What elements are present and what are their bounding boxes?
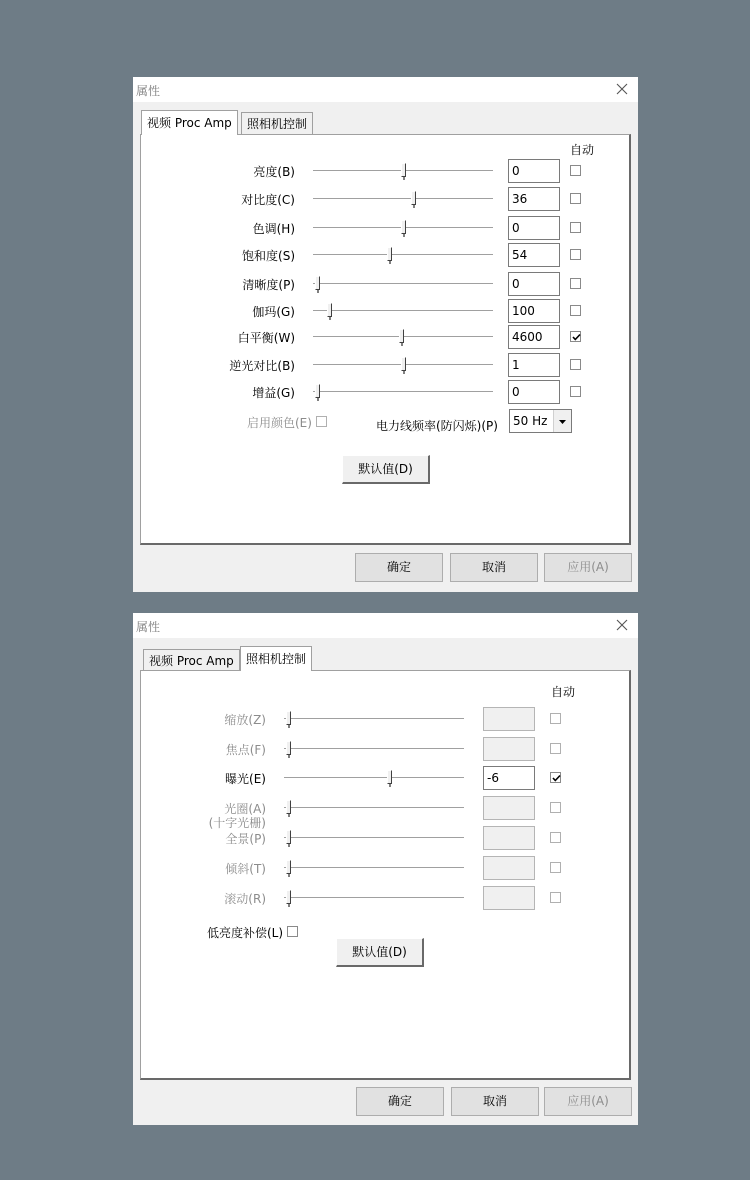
auto-checkbox[interactable] (550, 743, 561, 754)
slider-thumb[interactable] (315, 384, 320, 398)
slider-thumb[interactable] (286, 830, 291, 844)
slider-thumb[interactable] (399, 329, 404, 343)
default-button[interactable]: 默认值(D) (336, 938, 424, 967)
setting-slider[interactable] (313, 382, 493, 404)
setting-label: 缩放(Z) (224, 713, 266, 727)
setting-slider[interactable] (284, 858, 464, 880)
setting-label: 伽玛(G) (252, 305, 295, 319)
slider-track (284, 718, 464, 720)
setting-value-input[interactable] (483, 826, 535, 850)
auto-checkbox[interactable] (550, 802, 561, 813)
enable-color-checkbox[interactable] (316, 416, 327, 427)
slider-track (284, 897, 464, 899)
setting-slider[interactable] (284, 768, 464, 790)
setting-label: 色调(H) (252, 222, 295, 236)
setting-label: 逆光对比(B) (229, 359, 295, 373)
slider-thumb[interactable] (401, 163, 406, 177)
setting-value-input[interactable]: 0 (508, 216, 560, 240)
auto-checkbox[interactable] (570, 331, 581, 342)
auto-checkbox[interactable] (570, 305, 581, 316)
slider-track (313, 283, 493, 285)
setting-slider[interactable] (313, 161, 493, 183)
slider-thumb[interactable] (401, 357, 406, 371)
setting-value-input[interactable]: 4600 (508, 325, 560, 349)
setting-slider[interactable] (284, 798, 464, 820)
tab-panel (140, 670, 631, 1080)
slider-thumb[interactable] (286, 890, 291, 904)
auto-checkbox[interactable] (550, 892, 561, 903)
setting-label: 曝光(E) (225, 772, 266, 786)
setting-value-input[interactable]: 100 (508, 299, 560, 323)
auto-checkbox[interactable] (550, 772, 561, 783)
setting-value-input[interactable] (483, 737, 535, 761)
setting-value-input[interactable] (483, 707, 535, 731)
slider-track (284, 867, 464, 869)
tab-camera-control[interactable]: 照相机控制 (241, 112, 313, 134)
apply-button[interactable]: 应用(A) (544, 1087, 632, 1116)
tab-panel (140, 134, 631, 545)
slider-thumb[interactable] (401, 220, 406, 234)
title-bar (133, 77, 638, 102)
setting-slider[interactable] (313, 218, 493, 240)
chevron-down-icon[interactable] (553, 410, 571, 432)
apply-button[interactable]: 应用(A) (544, 553, 632, 582)
ok-button[interactable]: 确定 (355, 553, 443, 582)
setting-value-input[interactable]: 0 (508, 272, 560, 296)
slider-thumb[interactable] (387, 770, 392, 784)
properties-dialog-proc-amp (133, 77, 638, 592)
auto-checkbox[interactable] (570, 222, 581, 233)
setting-value-input[interactable]: 0 (508, 380, 560, 404)
slider-track (284, 807, 464, 809)
setting-label: 清晰度(P) (242, 278, 295, 292)
slider-thumb[interactable] (286, 741, 291, 755)
setting-label: 对比度(C) (241, 193, 295, 207)
slider-track (284, 837, 464, 839)
dialog-title: 属性 (136, 84, 161, 98)
auto-column-header: 自动 (570, 143, 595, 157)
slider-thumb[interactable] (387, 247, 392, 261)
auto-column-header: 自动 (551, 685, 576, 699)
setting-label: 饱和度(S) (242, 249, 295, 263)
auto-checkbox[interactable] (570, 165, 581, 176)
slider-track (313, 254, 493, 256)
low-light-compensation-label: 低亮度补偿(L) (207, 926, 284, 940)
default-button[interactable]: 默认值(D) (342, 455, 430, 484)
auto-checkbox[interactable] (550, 832, 561, 843)
setting-label: 焦点(F) (225, 743, 266, 757)
slider-thumb[interactable] (411, 191, 416, 205)
auto-checkbox[interactable] (570, 359, 581, 370)
setting-slider[interactable] (313, 301, 493, 323)
setting-value-input[interactable]: -6 (483, 766, 535, 790)
close-icon[interactable] (612, 616, 632, 634)
slider-track (284, 748, 464, 750)
auto-checkbox[interactable] (570, 193, 581, 204)
setting-label: 白平衡(W) (237, 331, 295, 345)
setting-slider[interactable] (313, 189, 493, 211)
slider-track (313, 391, 493, 393)
cancel-button[interactable]: 取消 (451, 1087, 539, 1116)
setting-slider[interactable] (313, 355, 493, 377)
setting-label: 倾斜(T) (225, 862, 266, 876)
dialog-title: 属性 (136, 620, 161, 634)
setting-value-input[interactable]: 0 (508, 159, 560, 183)
ok-button[interactable]: 确定 (356, 1087, 444, 1116)
setting-slider[interactable] (313, 245, 493, 267)
auto-checkbox[interactable] (550, 862, 561, 873)
setting-value-input[interactable]: 36 (508, 187, 560, 211)
low-light-compensation-checkbox[interactable] (287, 926, 298, 937)
setting-slider[interactable] (284, 709, 464, 731)
slider-track (313, 310, 493, 312)
setting-slider[interactable] (284, 828, 464, 850)
setting-label-secondary: (十字光栅) (208, 816, 266, 830)
auto-checkbox[interactable] (570, 249, 581, 260)
setting-value-input[interactable] (483, 886, 535, 910)
auto-checkbox[interactable] (570, 278, 581, 289)
tab-video-proc-amp[interactable]: 视频 Proc Amp (141, 110, 238, 135)
close-icon[interactable] (612, 80, 632, 98)
setting-slider[interactable] (284, 739, 464, 761)
setting-slider[interactable] (284, 888, 464, 910)
setting-value-input[interactable] (483, 856, 535, 880)
tab-camera-control[interactable]: 照相机控制 (240, 646, 312, 671)
setting-label: 全景(P) (225, 832, 266, 846)
setting-slider[interactable] (313, 327, 493, 349)
slider-thumb[interactable] (315, 276, 320, 290)
setting-slider[interactable] (313, 274, 493, 296)
slider-thumb[interactable] (286, 711, 291, 725)
setting-label: 滚动(R) (224, 892, 266, 906)
tab-video-proc-amp[interactable]: 视频 Proc Amp (143, 649, 240, 671)
auto-checkbox[interactable] (550, 713, 561, 724)
cancel-button[interactable]: 取消 (450, 553, 538, 582)
setting-value-input[interactable]: 1 (508, 353, 560, 377)
properties-dialog-camera-control (133, 613, 638, 1125)
enable-color-label: 启用颜色(E) (247, 416, 312, 430)
slider-thumb[interactable] (286, 860, 291, 874)
slider-track (284, 777, 464, 779)
powerline-frequency-value: 50 Hz (513, 414, 548, 428)
slider-thumb[interactable] (327, 303, 332, 317)
powerline-frequency-label: 电力线频率(防闪烁)(P) (376, 419, 498, 433)
setting-label: 光圈(A) (224, 802, 266, 816)
slider-thumb[interactable] (286, 800, 291, 814)
setting-label: 增益(G) (252, 386, 295, 400)
powerline-frequency-select[interactable] (509, 409, 572, 433)
setting-label: 亮度(B) (253, 165, 295, 179)
setting-value-input[interactable] (483, 796, 535, 820)
title-bar (133, 613, 638, 638)
slider-track (313, 198, 493, 200)
auto-checkbox[interactable] (570, 386, 581, 397)
setting-value-input[interactable]: 54 (508, 243, 560, 267)
